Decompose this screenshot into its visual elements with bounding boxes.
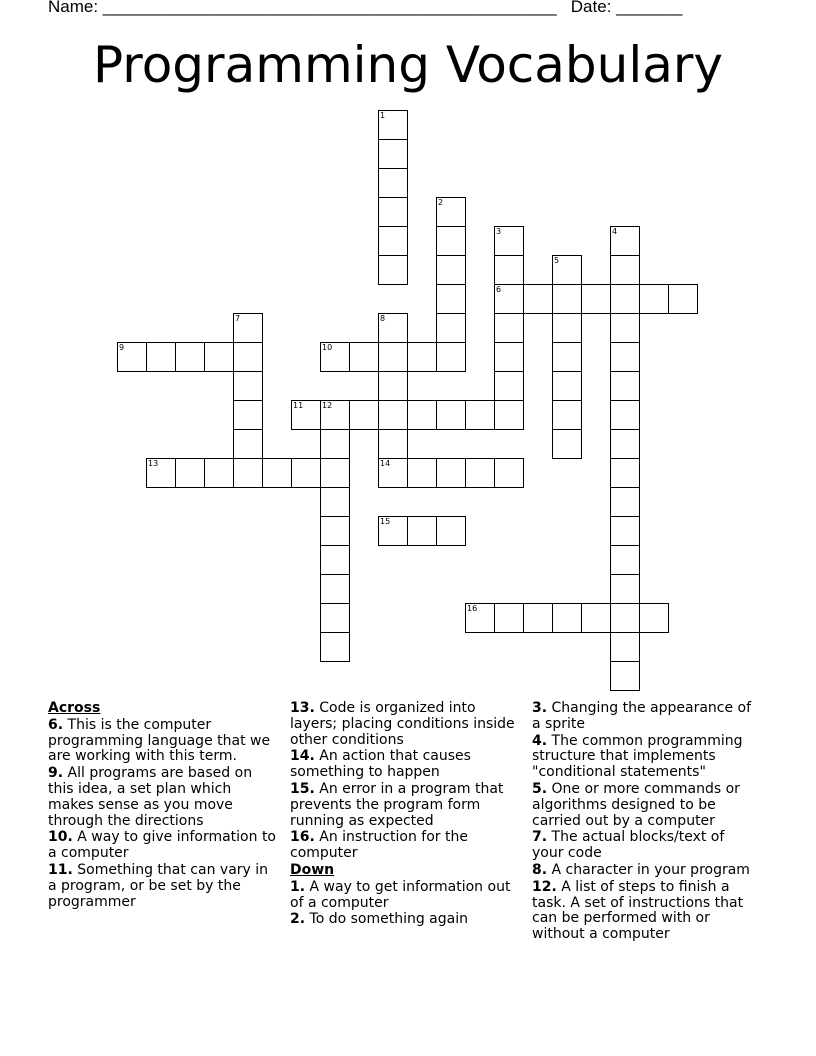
clue-number: 14. — [290, 748, 315, 765]
clue-text: One or more commands or algorithms designed to be carried out by a computer — [532, 780, 740, 829]
crossword-cell[interactable] — [436, 516, 466, 546]
clue-across-6 — [48, 718, 276, 765]
crossword-cell[interactable] — [436, 400, 466, 430]
crossword-cell[interactable] — [320, 342, 350, 372]
clue-number: 2. — [290, 911, 306, 928]
clue-number: 6. — [48, 716, 64, 733]
clue-column-2 — [290, 701, 522, 929]
crossword-cell[interactable] — [552, 284, 582, 314]
clue-number: 13. — [290, 700, 315, 716]
crossword-cell[interactable] — [581, 603, 611, 633]
crossword-cell[interactable] — [291, 458, 321, 488]
cell-number: 6 — [496, 285, 502, 294]
clue-text: Code is organized into layers; placing conditions inside other conditions — [290, 700, 515, 748]
crossword-cell[interactable] — [552, 313, 582, 343]
clue-text: All programs are based on this idea, a set plan which makes sense as you move through the directions — [48, 765, 253, 829]
crossword-cell[interactable] — [436, 197, 466, 227]
crossword-cell[interactable] — [320, 487, 350, 517]
clue-number: 4. — [532, 732, 548, 749]
crossword-cell[interactable] — [610, 632, 640, 662]
crossword-cell[interactable] — [204, 458, 234, 488]
clue-number: 7. — [532, 829, 548, 846]
crossword-cell[interactable] — [494, 313, 524, 343]
crossword-cell[interactable] — [320, 632, 350, 662]
cell-number: 4 — [612, 227, 618, 236]
crossword-cell[interactable] — [610, 313, 640, 343]
crossword-cell[interactable] — [610, 574, 640, 604]
crossword-cell[interactable] — [233, 342, 263, 372]
cell-number: 3 — [496, 227, 502, 236]
clue-number: 1. — [290, 878, 306, 895]
crossword-cell[interactable] — [320, 458, 350, 488]
page-title: Programming Vocabulary — [92, 36, 724, 94]
crossword-cell[interactable] — [117, 342, 147, 372]
crossword-cell[interactable] — [494, 400, 524, 430]
clue-down-4 — [532, 734, 760, 781]
crossword-cell[interactable] — [378, 226, 408, 256]
clue-number: 9. — [48, 765, 64, 782]
crossword-cell[interactable] — [175, 342, 205, 372]
crossword-cell[interactable] — [494, 342, 524, 372]
crossword-cell[interactable] — [639, 603, 669, 633]
clue-down-5 — [532, 782, 760, 829]
crossword-cell[interactable] — [494, 226, 524, 256]
crossword-cell[interactable] — [233, 371, 263, 401]
cell-number: 14 — [380, 459, 391, 468]
crossword-cell[interactable] — [407, 516, 437, 546]
crossword-cell[interactable] — [378, 371, 408, 401]
cell-number: 10 — [322, 343, 333, 352]
crossword-cell[interactable] — [436, 313, 466, 343]
clue-text: This is the computer programming language that we are working with this term. — [48, 716, 271, 765]
crossword-cell[interactable] — [610, 516, 640, 546]
crossword-cell[interactable] — [494, 255, 524, 285]
crossword-cell[interactable] — [378, 516, 408, 546]
crossword-cell[interactable] — [378, 139, 408, 169]
crossword-cell[interactable] — [552, 371, 582, 401]
crossword-cell[interactable] — [407, 342, 437, 372]
cell-number: 11 — [293, 401, 304, 410]
crossword-cell[interactable] — [378, 255, 408, 285]
crossword-cell[interactable] — [494, 284, 524, 314]
clue-across-15 — [290, 782, 522, 829]
clue-number: 15. — [290, 780, 315, 797]
clue-text: Changing the appearance of a sprite — [532, 700, 752, 732]
crossword-cell[interactable] — [610, 545, 640, 575]
crossword-cell[interactable] — [146, 458, 176, 488]
crossword-cell[interactable] — [146, 342, 176, 372]
cell-number: 16 — [467, 604, 478, 613]
crossword-cell[interactable] — [465, 400, 495, 430]
cell-number: 5 — [554, 256, 560, 265]
clue-text: To do something again — [309, 911, 468, 928]
clue-text: The actual blocks/text of your code — [532, 829, 725, 862]
across-heading: Across — [48, 700, 101, 716]
clue-text: Something that can vary in a program, or be set by the programmer — [48, 861, 269, 910]
crossword-cell[interactable] — [610, 487, 640, 517]
clue-column-3 — [532, 701, 760, 944]
crossword-cell[interactable] — [523, 284, 553, 314]
crossword-cell[interactable] — [320, 429, 350, 459]
crossword-cell[interactable] — [436, 226, 466, 256]
crossword-cell[interactable] — [320, 400, 350, 430]
crossword-cell[interactable] — [320, 603, 350, 633]
clue-column-1 — [48, 701, 276, 911]
crossword-cell[interactable] — [610, 255, 640, 285]
clue-text: A list of steps to finish a task. A set of instructions that can be performed with or without a computer — [532, 878, 744, 943]
crossword-cell[interactable] — [552, 603, 582, 633]
clue-number: 10. — [48, 829, 73, 846]
crossword-cell[interactable] — [610, 603, 640, 633]
cell-number: 12 — [322, 401, 333, 410]
crossword-cell[interactable] — [610, 458, 640, 488]
crossword-cell[interactable] — [349, 400, 379, 430]
crossword-cell[interactable] — [523, 603, 553, 633]
crossword-cell[interactable] — [378, 110, 408, 140]
crossword-cell[interactable] — [494, 603, 524, 633]
crossword-cell[interactable] — [378, 458, 408, 488]
down-heading: Down — [290, 861, 335, 878]
crossword-cell[interactable] — [610, 429, 640, 459]
crossword-cell[interactable] — [639, 284, 669, 314]
cell-number: 9 — [119, 343, 125, 352]
clue-across-11 — [48, 863, 276, 910]
clue-across-13 — [290, 701, 522, 748]
cell-number: 13 — [148, 459, 159, 468]
crossword-cell[interactable] — [349, 342, 379, 372]
cell-number: 15 — [380, 517, 391, 526]
crossword-cell[interactable] — [378, 342, 408, 372]
crossword-cell[interactable] — [407, 400, 437, 430]
clue-across-10 — [48, 830, 276, 862]
clue-text: An instruction for the computer — [290, 829, 468, 862]
crossword-cell[interactable] — [233, 429, 263, 459]
clue-number: 3. — [532, 700, 548, 716]
crossword-cell[interactable] — [581, 284, 611, 314]
crossword-cell[interactable] — [378, 429, 408, 459]
crossword-cell[interactable] — [552, 429, 582, 459]
crossword-cell[interactable] — [320, 545, 350, 575]
clue-text: A way to give information to a computer — [48, 829, 276, 862]
crossword-cell[interactable] — [436, 458, 466, 488]
crossword-cell[interactable] — [320, 516, 350, 546]
crossword-cell[interactable] — [552, 400, 582, 430]
clue-down-3 — [532, 701, 760, 733]
clue-text: A way to get information out of a computer — [290, 878, 511, 911]
clue-text: An action that causes something to happen — [290, 748, 471, 781]
clue-down-7 — [532, 830, 760, 862]
crossword-cell[interactable] — [378, 313, 408, 343]
crossword-cell[interactable] — [436, 255, 466, 285]
crossword-cell[interactable] — [610, 226, 640, 256]
crossword-cell[interactable] — [552, 255, 582, 285]
clue-text: The common programming structure that implements "conditional statements" — [532, 732, 743, 781]
crossword-cell[interactable] — [436, 284, 466, 314]
crossword-cell[interactable] — [233, 458, 263, 488]
crossword-cell[interactable] — [610, 342, 640, 372]
name-date-line: Name: ________________________________________________ Date: _______ — [48, 0, 683, 16]
clue-down-1 — [290, 880, 522, 912]
cell-number: 1 — [380, 111, 386, 120]
crossword-cell[interactable] — [291, 400, 321, 430]
clue-number: 8. — [532, 861, 548, 878]
cell-number: 2 — [438, 198, 444, 207]
crossword-cell[interactable] — [262, 458, 292, 488]
crossword-cell[interactable] — [465, 603, 495, 633]
clue-down-2 — [290, 912, 522, 928]
clue-number: 5. — [532, 780, 548, 797]
clue-across-14 — [290, 749, 522, 781]
crossword-cell[interactable] — [610, 371, 640, 401]
clue-number: 11. — [48, 861, 73, 878]
clue-text: An error in a program that prevents the program form running as expected — [290, 780, 504, 829]
cell-number: 7 — [235, 314, 241, 323]
crossword-cell[interactable] — [668, 284, 698, 314]
crossword-cell[interactable] — [175, 458, 205, 488]
crossword-cell[interactable] — [378, 168, 408, 198]
crossword-cell[interactable] — [610, 661, 640, 691]
crossword-cell[interactable] — [494, 371, 524, 401]
cell-number: 8 — [380, 314, 386, 323]
crossword-cell[interactable] — [407, 458, 437, 488]
clue-down-12 — [532, 880, 760, 943]
crossword-cell[interactable] — [320, 574, 350, 604]
clue-across-16 — [290, 830, 522, 862]
clue-number: 16. — [290, 829, 315, 846]
crossword-cell[interactable] — [465, 458, 495, 488]
crossword-cell[interactable] — [610, 400, 640, 430]
clue-text: A character in your program — [551, 861, 750, 878]
crossword-cell[interactable] — [378, 400, 408, 430]
clue-down-8 — [532, 863, 760, 879]
crossword-cell[interactable] — [494, 458, 524, 488]
crossword-cell[interactable] — [233, 400, 263, 430]
crossword-cell[interactable] — [378, 197, 408, 227]
crossword-cell[interactable] — [233, 313, 263, 343]
clue-number: 12. — [532, 878, 557, 895]
clue-across-9 — [48, 766, 276, 829]
crossword-cell[interactable] — [204, 342, 234, 372]
crossword-cell[interactable] — [552, 342, 582, 372]
crossword-cell[interactable] — [610, 284, 640, 314]
crossword-cell[interactable] — [436, 342, 466, 372]
